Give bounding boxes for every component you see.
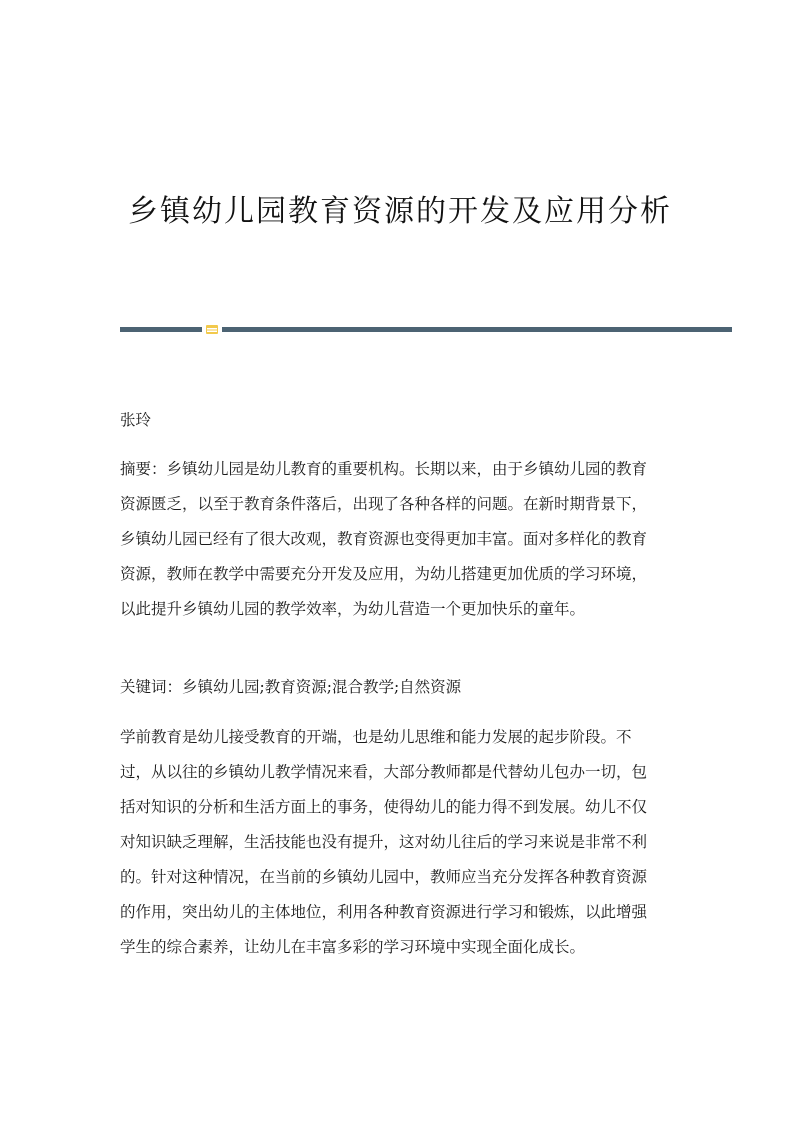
- emblem-icon: [206, 325, 218, 334]
- body-line: 对知识缺乏理解，生活技能也没有提升，这对幼儿往后的学习来说是非常不利: [120, 833, 648, 851]
- divider-bar-left: [120, 327, 202, 332]
- divider-bar-right: [222, 327, 732, 332]
- abstract-line: 资源，教师在教学中需要充分开发及应用，为幼儿搭建更加优质的学习环境，: [120, 565, 648, 583]
- abstract-line: 以此提升乡镇幼儿园的教学效率，为幼儿营造一个更加快乐的童年。: [120, 600, 586, 618]
- body-line: 学生的综合素养，让幼儿在丰富多彩的学习环境中实现全面化成长。: [120, 938, 586, 956]
- title-divider: [120, 325, 732, 335]
- abstract-line: 乡镇幼儿园已经有了很大改观，教育资源也变得更加丰富。面对多样化的教育: [120, 530, 648, 548]
- body-line: 过，从以往的乡镇幼儿教学情况来看，大部分教师都是代替幼儿包办一切，包: [120, 763, 648, 781]
- author-name: 张玲: [120, 411, 152, 429]
- abstract-line: 资源匮乏，以至于教育条件落后，出现了各种各样的问题。在新时期背景下，: [120, 495, 648, 513]
- abstract-paragraph: [120, 452, 680, 627]
- body-line: 学前教育是幼儿接受教育的开端，也是幼儿思维和能力发展的起步阶段。不: [120, 728, 632, 746]
- keywords-line: 关键词：乡镇幼儿园;教育资源;混合教学;自然资源: [120, 678, 462, 696]
- abstract-line: 摘要：乡镇幼儿园是幼儿教育的重要机构。长期以来，由于乡镇幼儿园的教育: [120, 460, 648, 478]
- body-line: 括对知识的分析和生活方面上的事务，使得幼儿的能力得不到发展。幼儿不仅: [120, 798, 648, 816]
- body-paragraph: [120, 720, 680, 965]
- page-title: 乡镇幼儿园教育资源的开发及应用分析: [128, 194, 672, 229]
- body-line: 的作用，突出幼儿的主体地位，利用各种教育资源进行学习和锻炼，以此增强: [120, 903, 648, 921]
- body-line: 的。针对这种情况，在当前的乡镇幼儿园中，教师应当充分发挥各种教育资源: [120, 868, 648, 886]
